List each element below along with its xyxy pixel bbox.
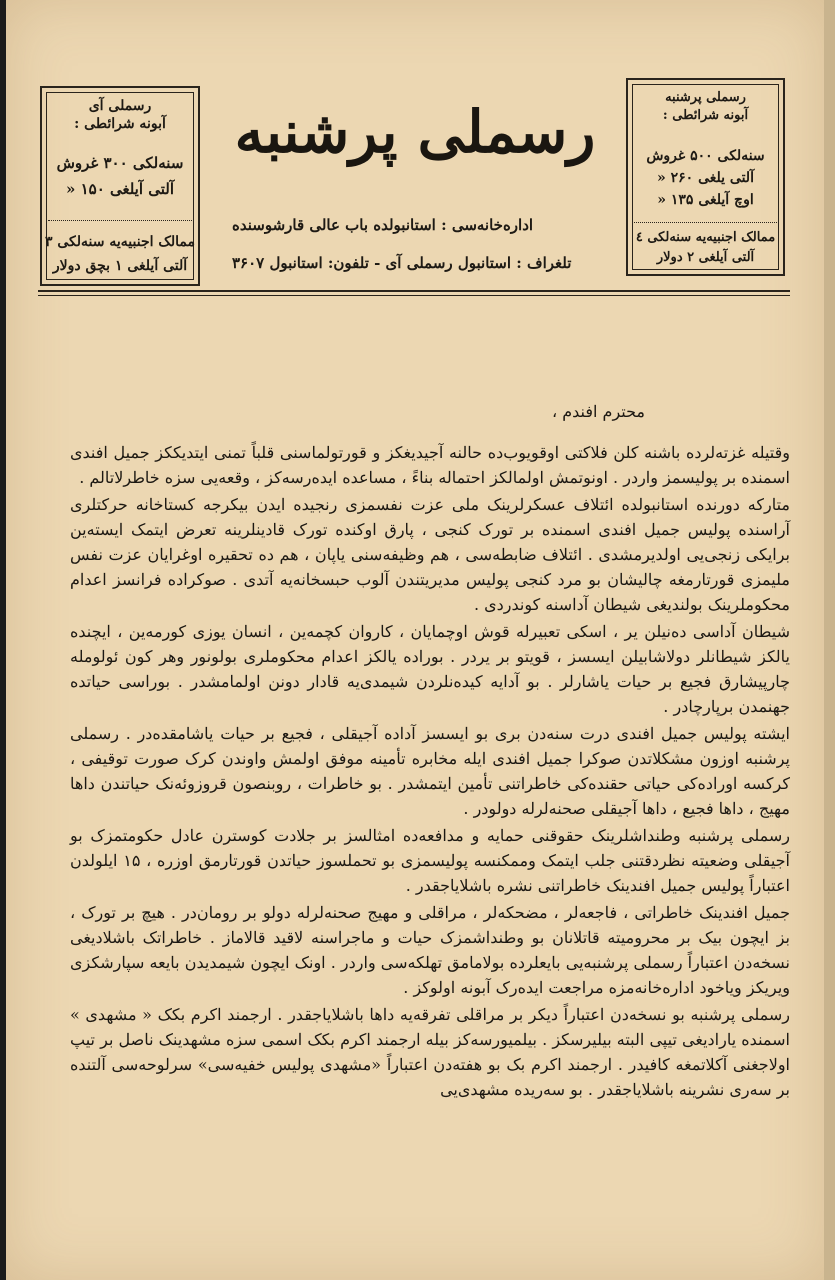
masthead-title: رسملی پرشنبه	[234, 98, 596, 166]
sub-right-six-months: آلتی یلغی ۲۶۰ «	[657, 170, 754, 186]
sub-left-heading2: آبونه شرائطی :	[74, 116, 166, 132]
subscription-box-left	[40, 86, 200, 286]
paragraph-1: وقتیله غزته‌لرده باشنه کلن فلاکتی اوقویوب‌ده حالنه آجیدیغکز و قورتولماسنی قلباً تمنی ایتدیککز جمیل افندی اسمنده بر پولیسمز واردر . اونوتمش اولمالکز احتماله بناءً ، مساعده ایده‌رسه‌کز ، وقعه‌یی سزه خاطرلاتالم .	[70, 443, 790, 487]
article-body	[70, 440, 790, 1104]
sub-right-heading2: آبونه شرائطی :	[662, 108, 749, 123]
page-edge	[824, 0, 835, 1280]
sub-left-foreign1: ممالک اجنبیه‌یه سنه‌لکی ۳	[44, 234, 196, 250]
sub-left-heading1: رسملی آی	[88, 98, 152, 114]
sub-left-divider	[48, 220, 192, 221]
sub-right-foreign2: آلتی آیلغی ۲ دولار	[656, 250, 755, 265]
sub-left-foreign2: آلتی آیلغی ۱ بچق دولار	[52, 258, 188, 274]
paragraph-4: ایشته پولیس جمیل افندی درت سنه‌دن بری بو ایسسز آداده آجیقلی ، فجیع بر حیات یاشامقده‌در . رسملی پرشنبه اوزون مشکلاتدن صوکرا جمیل افندی ایله مخابره تأمینه موفق اولمش واوندن کرک صورت توقیفی ، کرکسه اوراده‌کی حیاتی حقنده‌کی خاطراتنی تأمین ایتمشدر . بو خاطرات ، روبنصون قروزوئه‌نک حیاتندن داها مهیج ، داها فجیع ، داها آجیقلی صحنه‌لرله دولودر .	[70, 724, 790, 818]
paragraph-7: رسملی پرشنبه بو نسخه‌دن اعتباراً دیکر بر مراقلی تفرقه‌یه داها باشلایاجقدر . ارجمند اکرم بکک « مشهدی » اسمنده یارادیغی تیپی البته بیلیرسکز . بیلمیورسه‌کز بیله ارجمند اکرم بکک اسمی سزه مشهدینک ناصل بر تیپ اولاجغنی آکلاتمغه کافیدر . ارجمند اکرم بک بو هفته‌دن اعتباراً «مشهدی پولیس خفیه‌سی» سرلوحه‌سی آلتنده بر سەری نشرینه باشلایاجقدر . بو سەریده مشهدی‌یی	[70, 1005, 790, 1099]
paragraph-2: متارکه دورنده استانبولده ائتلاف عسکرلرینک ملی عزت نفسمزی رنجیده ایدن بیکرجه کستاخانه حرکتلری آراسنده پولیس جمیل افندی اسمنده بر تورک کنجی ، پارق اوکنده تورک قادینلرینه تعرض ایتمک ایسته‌ین برایکی زنجی‌یی اولدیرمشدی . ائتلاف ضابطه‌سی ، هم وظیفه‌سنی یاپان ، هم ده تحقیره اوغرایان عزت نفس ملیمزی قورتارمغه چالیشان بو مرد کنجی پولیس مدیریتندن آلوب حبسخانه‌یه آتدی . صوکراده فرانسز اعدام محکوملرینک بولندیغی شیطان آداسنه کوندردی .	[70, 495, 790, 614]
paragraph-3: شیطان آداسی دەنیلن یر ، اسکی تعبیرله قوش اوچمایان ، کاروان کچمه‌ین ، انسان یوزی کورمه‌ین ، ایچنده یالکز شیطانلر دولاشابیلن ایسسز ، قویتو بر یردر . بوراده یالکز اعدام محکوملری بولونور وهر کون ئولومله چارپیشارق فجیع بر حیات یاشارلر . بو آدایه کیده‌نلردن شیمدی‌یه قادار دونن اولمامشدر . بوراسی حیاتده جهنمدن برپارچادر .	[70, 622, 791, 716]
paragraph-5: رسملی پرشنبه وطنداشلرینک حقوقنی حمایه و مدافعه‌ده امثالسز بر جلادت کوسترن عادل حکومتمزک بو آجیقلی وضعیته نظردقتنی جلب ایتمک وممکنسه پولیسمزی بو تحملسوز حیاتدن قورتارمق اوزره ، ۱۵ ایلولدن اعتباراً پولیس جمیل افندینک خاطراتنی نشره باشلایاجقدر .	[70, 826, 790, 895]
sub-right-foreign1: ممالک اجنبیه‌یه سنه‌لکی ٤	[635, 230, 776, 245]
masthead-logo	[215, 90, 615, 200]
header-rule-bottom	[38, 295, 790, 296]
sub-right-heading1: رسملی پرشنبه	[665, 90, 746, 105]
header-rule-top	[38, 290, 790, 292]
subscription-box-right	[626, 78, 785, 276]
sub-left-six-months: آلتی آیلغی ۱۵۰ «	[65, 180, 175, 198]
greeting: محترم افندم ،	[551, 402, 645, 421]
sub-right-divider	[634, 222, 777, 223]
sub-right-three-months: اوچ آیلغی ۱۳۵ «	[657, 192, 754, 208]
paragraph-6: جمیل افندینک خاطراتی ، فاجعه‌لر ، مضحکه‌لر ، مراقلی و مهیج صحنه‌لرله دولو بر رومان‌در . هیچ بر تورک ، بز ایچون بیک بر محرومیته قاتلانان بو وطنداشمزک حیات و ماجراسنه لاقید قالاماز . خاطراتک باشلادیغی نسخه‌دن اعتباراً رسملی پرشنبه‌یی بایعلرده بولامامق تهلکه‌سی واردر . اونک ایچون شیمدیدن بایعه سپارشکزی ویریکز ویاخود اداره‌خانه‌مزه مراجعت ایده‌رک آبونه اولوکز .	[70, 903, 791, 997]
sub-right-yearly: سنه‌لکی ۵۰۰ غروش	[646, 148, 765, 164]
telegraph-phone: تلغراف : استانبول رسملی آی - تلفون: استانبول ۳۶۰۷	[232, 254, 572, 272]
office-address: اداره‌خانه‌سی : استانبولده باب عالی قارشوسنده	[232, 216, 534, 234]
sub-left-yearly: سنه‌لکی ۳۰۰ غروش	[56, 154, 184, 172]
masthead-calligraphy	[215, 90, 615, 200]
